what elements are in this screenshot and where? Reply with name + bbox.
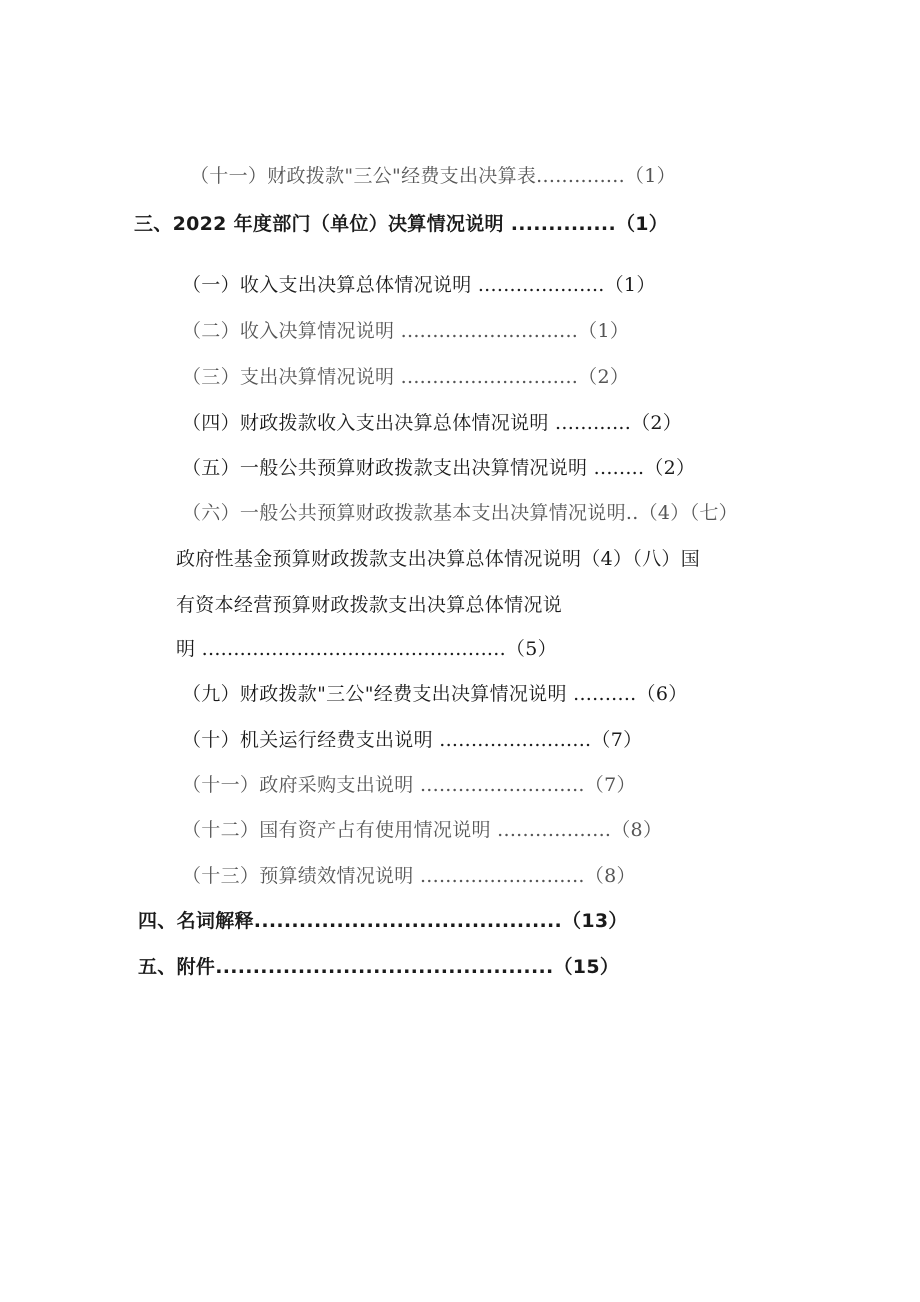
toc-section-five-heading: 五、附件.............................................（15） — [138, 956, 620, 978]
toc-entry-3: （三）支出决算情况说明 ............................（2） — [182, 366, 630, 388]
toc-entry-4: （四）财政拨款收入支出决算总体情况说明 ............（2） — [182, 412, 683, 434]
toc-entry-13: （十三）预算绩效情况说明 ..........................（8） — [182, 865, 636, 887]
toc-section-three-heading: 三、2022 年度部门（单位）决算情况说明 ..............（1） — [134, 213, 669, 235]
toc-entry-8-end: 明 ................................................（5） — [176, 638, 557, 660]
toc-section-four-heading: 四、名词解释.........................................（13） — [138, 910, 628, 932]
toc-entry-6-7: （六）一般公共预算财政拨款基本支出决算情况说明..（4）（七） — [182, 502, 738, 524]
toc-entry-8-cont: 有资本经营预算财政拨款支出决算总体情况说 — [176, 594, 563, 616]
toc-entry-7-8: 政府性基金预算财政拨款支出决算总体情况说明（4）（八）国 — [176, 548, 700, 570]
toc-entry-10: （十）机关运行经费支出说明 ........................（7） — [182, 729, 643, 751]
toc-entry-5: （五）一般公共预算财政拨款支出决算情况说明 ........（2） — [182, 457, 696, 479]
toc-entry-11: （十一）政府采购支出说明 ..........................（7） — [182, 774, 636, 796]
toc-entry-9: （九）财政拨款"三公"经费支出决算情况说明 ..........（6） — [182, 683, 688, 705]
toc-entry-1: （一）收入支出决算总体情况说明 ....................（1） — [182, 274, 656, 296]
toc-entry-fiscal-three-public-table: （十一）财政拨款"三公"经费支出决算表..............（1） — [190, 165, 676, 187]
toc-entry-12: （十二）国有资产占有使用情况说明 ..................（8） — [182, 819, 663, 841]
toc-entry-2: （二）收入决算情况说明 ............................（1） — [182, 320, 630, 342]
